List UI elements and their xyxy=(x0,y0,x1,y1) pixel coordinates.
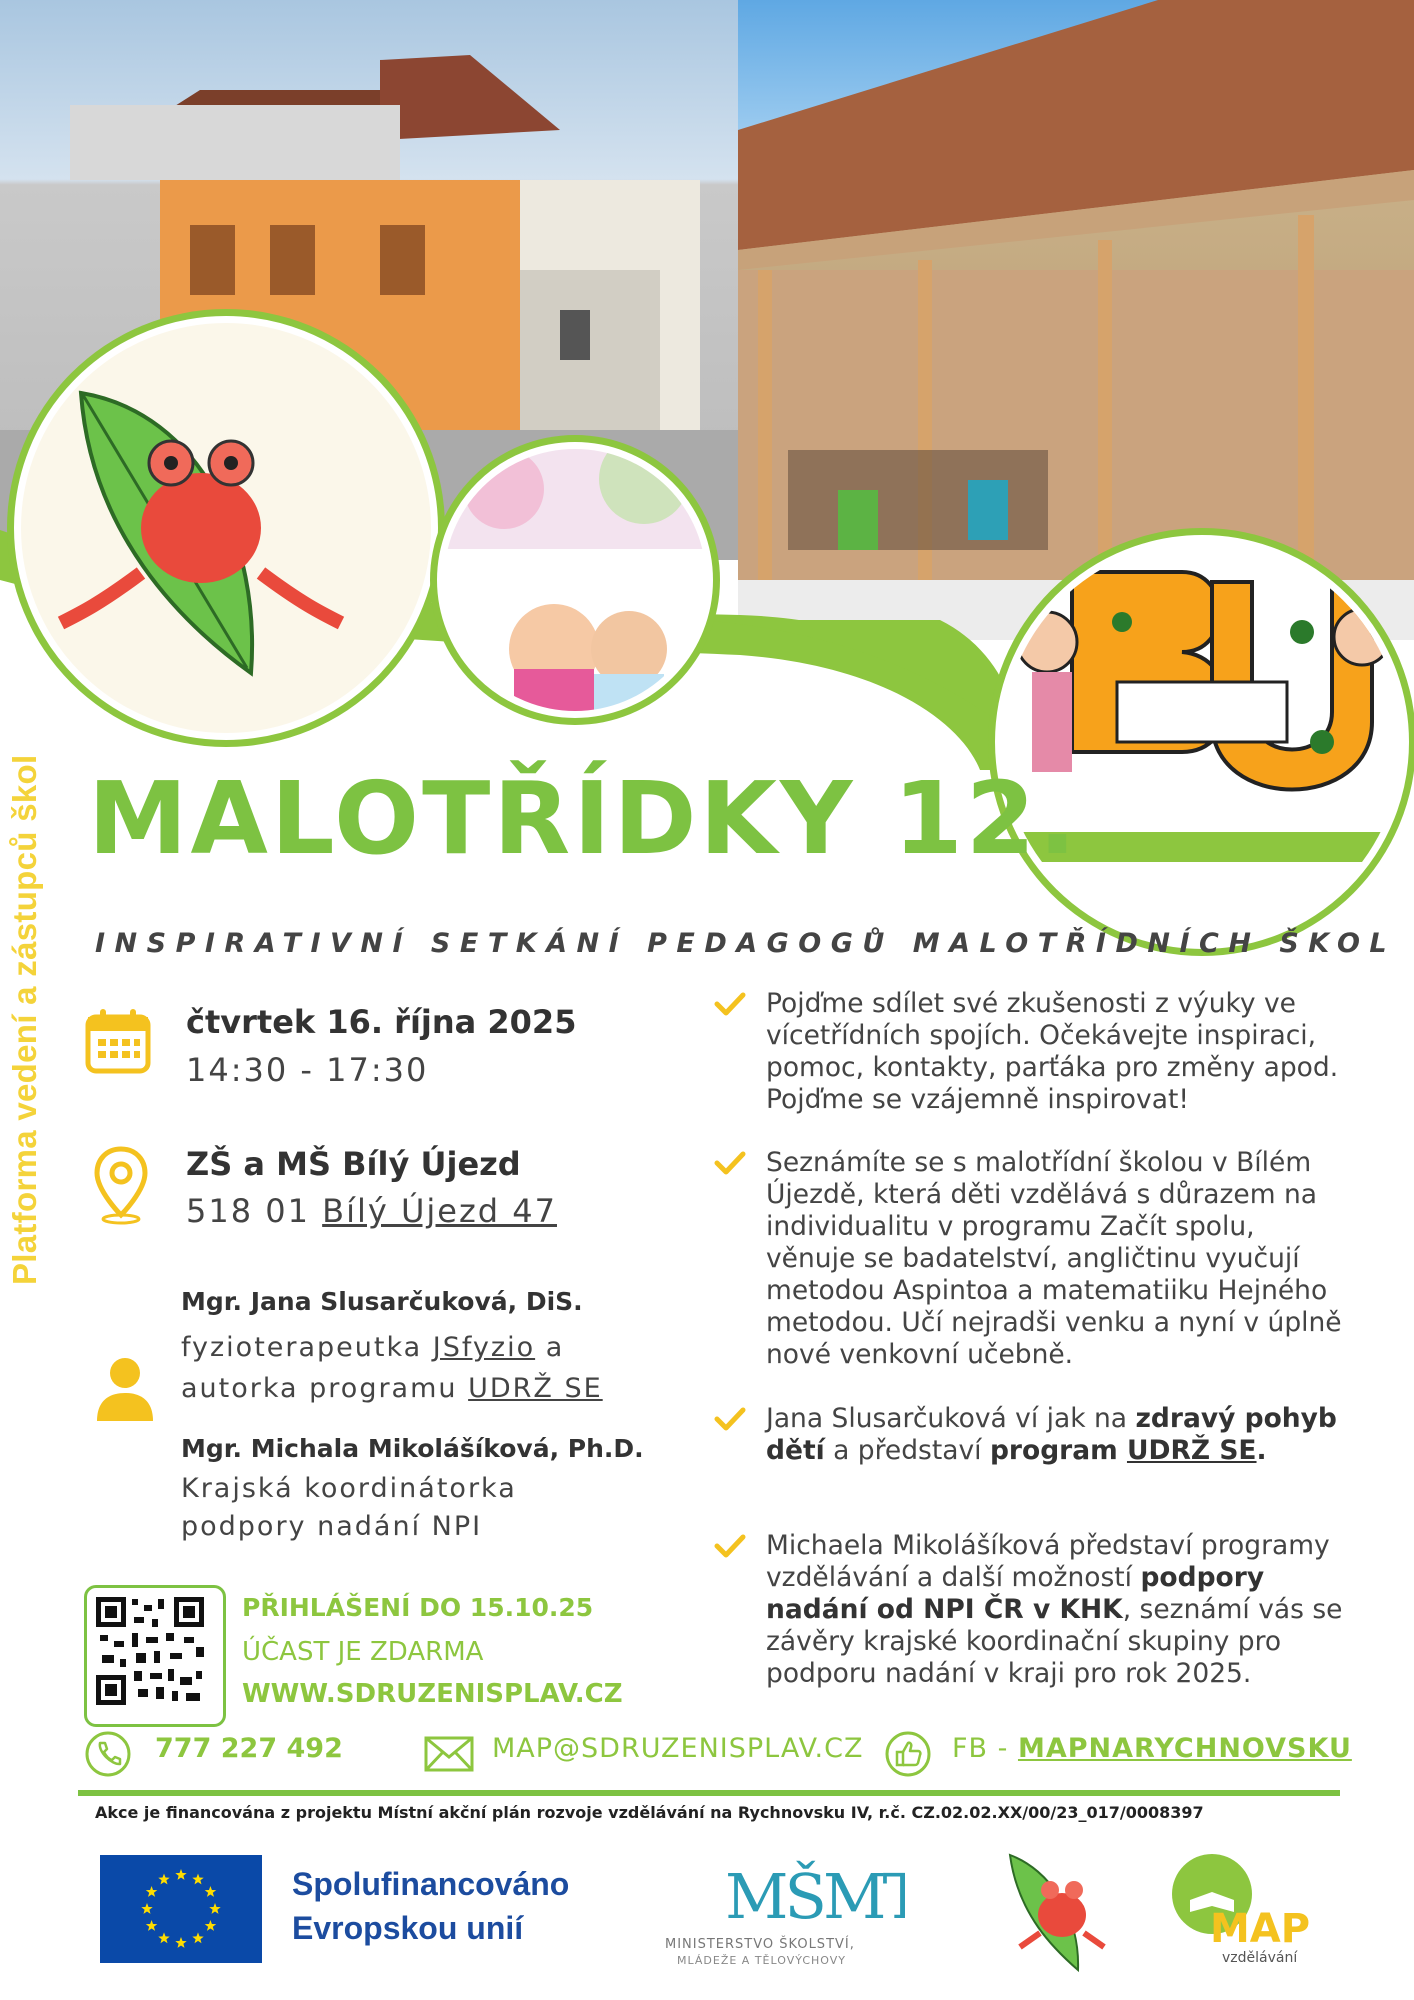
person-icon xyxy=(93,1355,157,1425)
eu-star-icon xyxy=(209,1903,220,1914)
free-admission: ÚČAST JE ZDARMA xyxy=(242,1637,484,1667)
eu-star-icon xyxy=(158,1932,169,1943)
facebook-link[interactable]: MAPNARYCHNOVSKU xyxy=(1017,1733,1352,1764)
speaker-2-role: Krajská koordinátorka podpory nadání NPI xyxy=(181,1473,517,1542)
address-link[interactable]: Bílý Újezd 47 xyxy=(322,1192,557,1230)
eu-star-icon xyxy=(146,1920,158,1931)
checkmark-icon xyxy=(712,1528,748,1564)
event-place: ZŠ a MŠ Bílý Újezd xyxy=(186,1145,521,1183)
checkmark-icon xyxy=(712,1401,748,1437)
map-word: MAP xyxy=(1210,1906,1311,1952)
jsfyzio-link[interactable]: JSfyzio xyxy=(432,1332,536,1363)
contact-phone[interactable]: 777 227 492 xyxy=(155,1733,343,1764)
event-time: 14:30 - 17:30 xyxy=(186,1051,429,1089)
event-date: čtvrtek 16. října 2025 xyxy=(186,1003,577,1041)
bily-ujezd-school-logo xyxy=(995,535,1409,949)
mail-icon xyxy=(423,1735,475,1773)
registration-qr-code[interactable] xyxy=(84,1585,226,1727)
eu-star-icon xyxy=(175,1869,186,1880)
bullet-item: Pojďme sdílet své zkušenosti z výuky ve vícetřídních spojích. Očekávejte inspiraci, pomoc, kontakty, parťáka pro změny apod. Pojďme se vzájemně inspirovat! xyxy=(712,988,1352,1116)
speaker-1-name: Mgr. Jana Slusarčuková, DiS. xyxy=(181,1287,583,1316)
udrz-se-program-link[interactable]: UDRŽ SE xyxy=(1126,1435,1257,1466)
udrz-se-link[interactable]: UDRŽ SE xyxy=(468,1373,603,1404)
eu-flag-logo xyxy=(100,1855,262,1963)
eu-star-icon xyxy=(192,1932,203,1943)
svg-text:MŠMT: MŠMT xyxy=(725,1860,905,1933)
event-address xyxy=(186,1192,557,1230)
calendar-icon xyxy=(82,1005,154,1077)
msmt-name-line2: MLÁDEŽE A TĚLOVÝCHOVY xyxy=(677,1954,846,1967)
map-sub: vzdělávání xyxy=(1222,1950,1298,1966)
eu-star-icon xyxy=(175,1937,186,1948)
udrz-se-logo xyxy=(437,442,713,718)
facebook-page: FB - MAPNARYCHNOVSKU xyxy=(952,1733,1352,1764)
funding-note: Akce je financována z projektu Místní akční plán rozvoje vzdělávání na Rychnovsku IV, r.č. CZ.02.02.XX/00/23_017/0008397 xyxy=(95,1803,1204,1822)
eu-cofunding-text: Spolufinancováno Evropskou unií xyxy=(292,1866,570,1946)
contact-email[interactable]: MAP@SDRUZENISPLAV.CZ xyxy=(492,1733,864,1764)
checkmark-icon xyxy=(712,986,748,1022)
platform-vertical-label: Platforma vedení a zástupců škol xyxy=(6,754,43,1285)
website-link[interactable]: WWW.SDRUZENISPLAV.CZ xyxy=(242,1679,623,1709)
phone-icon xyxy=(84,1730,132,1778)
map-vzdelavani-logo xyxy=(1160,1850,1320,1970)
divider xyxy=(78,1790,1340,1796)
msmt-name-line1: MINISTERSTVO ŠKOLSTVÍ, xyxy=(665,1937,855,1952)
msmt-logo xyxy=(665,1848,905,1968)
location-pin-icon xyxy=(92,1145,150,1225)
eu-star-icon xyxy=(192,1874,203,1885)
eu-star-icon xyxy=(205,1886,217,1897)
bullet-item: Michaela Mikolášíková představí programy vzdělávání a další možností podpory nadání od NPI ČR v KHK, seznámí vás se závěry krajské koordinační skupiny pro podporu nadání v kraji pro rok 2025. xyxy=(712,1530,1352,1690)
speaker-1-role: fyzioterapeutka JSfyzio a autorka programu UDRŽ SE xyxy=(181,1332,603,1404)
registration-deadline: PŘIHLÁŠENÍ DO 15.10.25 xyxy=(242,1593,594,1622)
event-title: MALOTŘÍDKY 12. xyxy=(88,760,1080,877)
thumbs-up-icon xyxy=(884,1730,932,1778)
postal-code: 518 01 xyxy=(186,1192,323,1230)
bullet-item: Seznámíte se s malotřídní školou v Bílém Újezdě, která děti vzdělává s důrazem na individualitu v programu Začít spolu, věnuje se badatelství, angličtinu vyučují metodou Aspintoa a matematiiku Hejného metodou. Učí nejradši venku a nyní v úplně nové venkovní učebně. xyxy=(712,1147,1352,1371)
splav-frog-logo xyxy=(14,316,438,740)
bullet-item: Jana Slusarčuková ví jak na zdravý pohyb dětí a představí program UDRŽ SE. xyxy=(712,1403,1352,1467)
eu-star-icon xyxy=(205,1920,217,1931)
event-subtitle: INSPIRATIVNÍ SETKÁNÍ PEDAGOGŮ MALOTŘÍDNÍCH ŠKOL xyxy=(95,928,1397,959)
eu-star-icon xyxy=(141,1903,152,1914)
eu-star-icon xyxy=(146,1886,158,1897)
checkmark-icon xyxy=(712,1145,748,1181)
speaker-2-name: Mgr. Michala Mikolášíková, Ph.D. xyxy=(181,1434,644,1463)
splav-frog-small-logo xyxy=(1000,1845,1115,1975)
eu-star-icon xyxy=(158,1874,169,1885)
